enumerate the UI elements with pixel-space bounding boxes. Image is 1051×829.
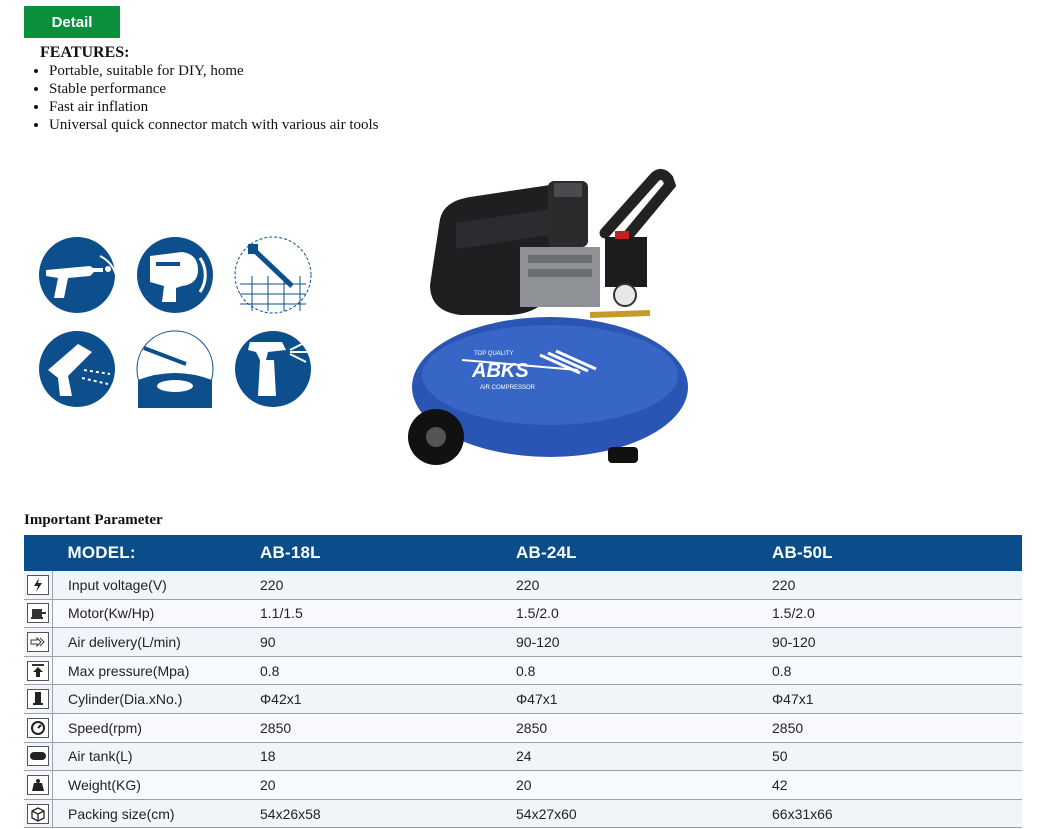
cell-value: 24 <box>516 748 532 765</box>
spec-table <box>24 535 1022 828</box>
feature-item: • Portable, suitable for DIY, home <box>49 62 379 80</box>
features-list <box>30 62 379 134</box>
feature-item: • Fast air inflation <box>49 98 379 116</box>
cell-value: 2850 <box>772 719 804 736</box>
table-row <box>24 628 1022 657</box>
cell-value: 2850 <box>260 719 292 736</box>
heat-gun-icon <box>38 330 116 408</box>
cell-value: 220 <box>260 576 284 593</box>
table-row <box>24 742 1022 771</box>
feature-item: • Stable performance <box>49 80 379 98</box>
cell-value: Φ47x1 <box>772 691 814 708</box>
row-label: Weight(KG) <box>68 776 141 793</box>
brand-tagline: TOP QUALITY <box>474 351 514 357</box>
cell-value: 1.1/1.5 <box>260 605 303 622</box>
features-title: FEATURES: <box>40 44 130 61</box>
tire-inflate-icon <box>136 330 214 408</box>
brand-logo: ABKS <box>472 360 529 382</box>
cell-value: 20 <box>516 776 532 793</box>
cell-value: 0.8 <box>260 662 280 679</box>
motor-icon <box>27 603 49 623</box>
cell-value: 66x31x66 <box>772 805 833 822</box>
pressure-wash-icon <box>234 236 312 314</box>
cell-value: 0.8 <box>772 662 792 679</box>
row-label: Cylinder(Dia.xNo.) <box>68 691 183 708</box>
table-row <box>24 771 1022 800</box>
table-row <box>24 571 1022 599</box>
cell-value: 220 <box>772 576 796 593</box>
header-ab-18l: AB-18L <box>260 543 321 562</box>
row-label: Input voltage(V) <box>68 576 167 593</box>
table-row <box>24 599 1022 628</box>
lightning-icon <box>27 575 49 595</box>
table-header-row <box>24 535 1022 571</box>
brand-subtitle: AIR COMPRESSOR <box>480 385 536 391</box>
feature-item: • Universal quick connector match with various air tools <box>49 116 379 134</box>
cell-value: 50 <box>772 748 788 765</box>
cell-value: 1.5/2.0 <box>516 605 559 622</box>
row-label: Motor(Kw/Hp) <box>68 605 155 622</box>
cell-value: 1.5/2.0 <box>772 605 815 622</box>
header-ab-50l: AB-50L <box>772 543 833 562</box>
cylinder-icon <box>27 689 49 709</box>
table-row <box>24 713 1022 742</box>
box-icon <box>27 804 49 824</box>
cell-value: 54x27x60 <box>516 805 577 822</box>
pressure-icon <box>27 661 49 681</box>
air-flow-icon <box>27 632 49 652</box>
cell-value: Φ42x1 <box>260 691 302 708</box>
table-row <box>24 685 1022 714</box>
header-ab-24l: AB-24L <box>516 543 577 562</box>
cell-value: 20 <box>260 776 276 793</box>
row-label: Air delivery(L/min) <box>68 633 181 650</box>
application-icons <box>38 236 314 410</box>
parameters-title: Important Parameter <box>24 512 163 528</box>
air-compressor-image <box>400 165 700 480</box>
cell-value: 90-120 <box>516 633 560 650</box>
tank-icon <box>27 746 49 766</box>
cell-value: 0.8 <box>516 662 536 679</box>
row-label: Air tank(L) <box>68 748 133 765</box>
cell-value: 18 <box>260 748 276 765</box>
cell-value: 42 <box>772 776 788 793</box>
cell-value: 90-120 <box>772 633 816 650</box>
spray-gun-icon <box>234 330 312 408</box>
header-model: MODEL: <box>67 543 136 562</box>
table-row <box>24 656 1022 685</box>
cell-value: 90 <box>260 633 276 650</box>
row-label: Max pressure(Mpa) <box>68 662 190 679</box>
table-row <box>24 799 1022 828</box>
row-label: Packing size(cm) <box>68 805 175 822</box>
cell-value: 220 <box>516 576 540 593</box>
cell-value: 54x26x58 <box>260 805 321 822</box>
speed-icon <box>27 718 49 738</box>
detail-tab[interactable]: Detail <box>24 6 120 38</box>
weight-icon <box>27 775 49 795</box>
impact-wrench-icon <box>136 236 214 314</box>
cell-value: Φ47x1 <box>516 691 558 708</box>
row-label: Speed(rpm) <box>68 719 142 736</box>
cell-value: 2850 <box>516 719 548 736</box>
air-gun-icon <box>38 236 116 314</box>
